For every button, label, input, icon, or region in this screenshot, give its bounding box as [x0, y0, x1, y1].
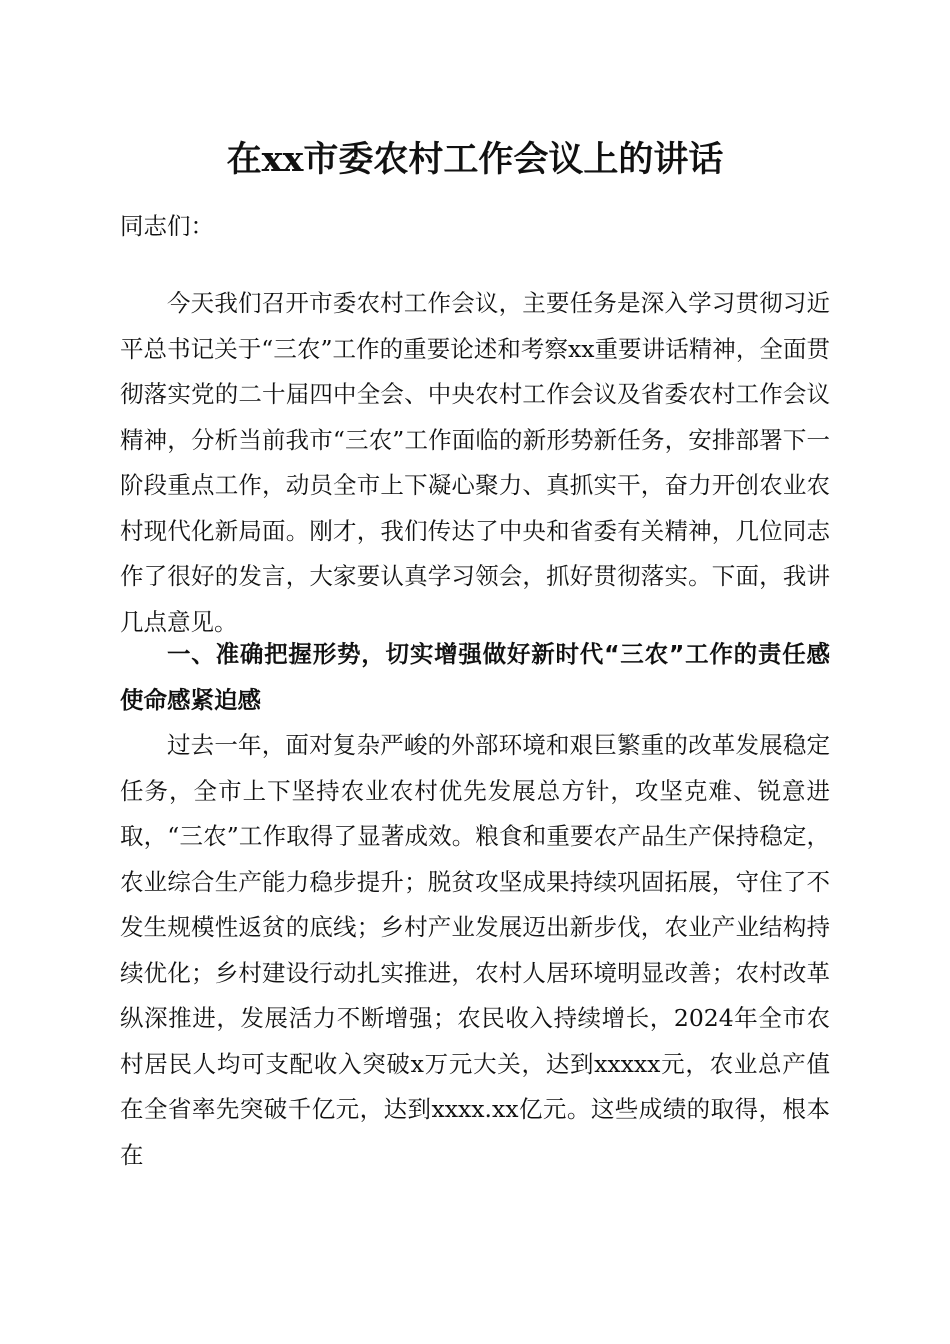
salutation: 同志们： — [120, 212, 214, 240]
intro-paragraph: 今天我们召开市委农村工作会议，主要任务是深入学习贯彻习近平总书记关于“三农”工作的重要论述和考察xx重要讲话精神，全面贯彻落实党的二十届四中全会、中央农村工作会议及省委农村工作会议精神，分析当前我市“三农”工作面临的新形势新任务，安排部署下一阶段重点工作，动员全市上下凝心聚力、真抓实干，奋力开创农业农村现代化新局面。刚才，我们传达了中央和省委有关精神，几位同志作了很好的发言，大家要认真学习领会，抓好贯彻落实。下面，我讲几点意见。 — [120, 289, 830, 636]
section-1-paragraph: 过去一年，面对复杂严峻的外部环境和艰巨繁重的改革发展稳定任务，全市上下坚持农业农村优先发展总方针，攻坚克难、锐意进取，“三农”工作取得了显著成效。粮食和重要农产品生产保持稳定，农业综合生产能力稳步提升；脱贫攻坚成果持续巩固拓展，守住了不发生规模性返贫的底线；乡村产业发展迈出新步伐，农业产业结构持续优化；乡村建设行动扎实推进，农村人居环境明显改善；农村改革纵深推进，发展活力不断增强；农民收入持续增长，2024年全市农村居民人均可支配收入突破x万元大关，达到xxxxx元，农业总产值在全省率先突破千亿元，达到xxxx.xx亿元。这些成绩的取得，根本在 — [120, 731, 830, 1169]
document-title: 在xx市委农村工作会议上的讲话 — [226, 139, 724, 180]
section-heading-1: 一、准确把握形势，切实增强做好新时代“三农”工作的责任感使命感紧迫感 — [120, 640, 830, 714]
